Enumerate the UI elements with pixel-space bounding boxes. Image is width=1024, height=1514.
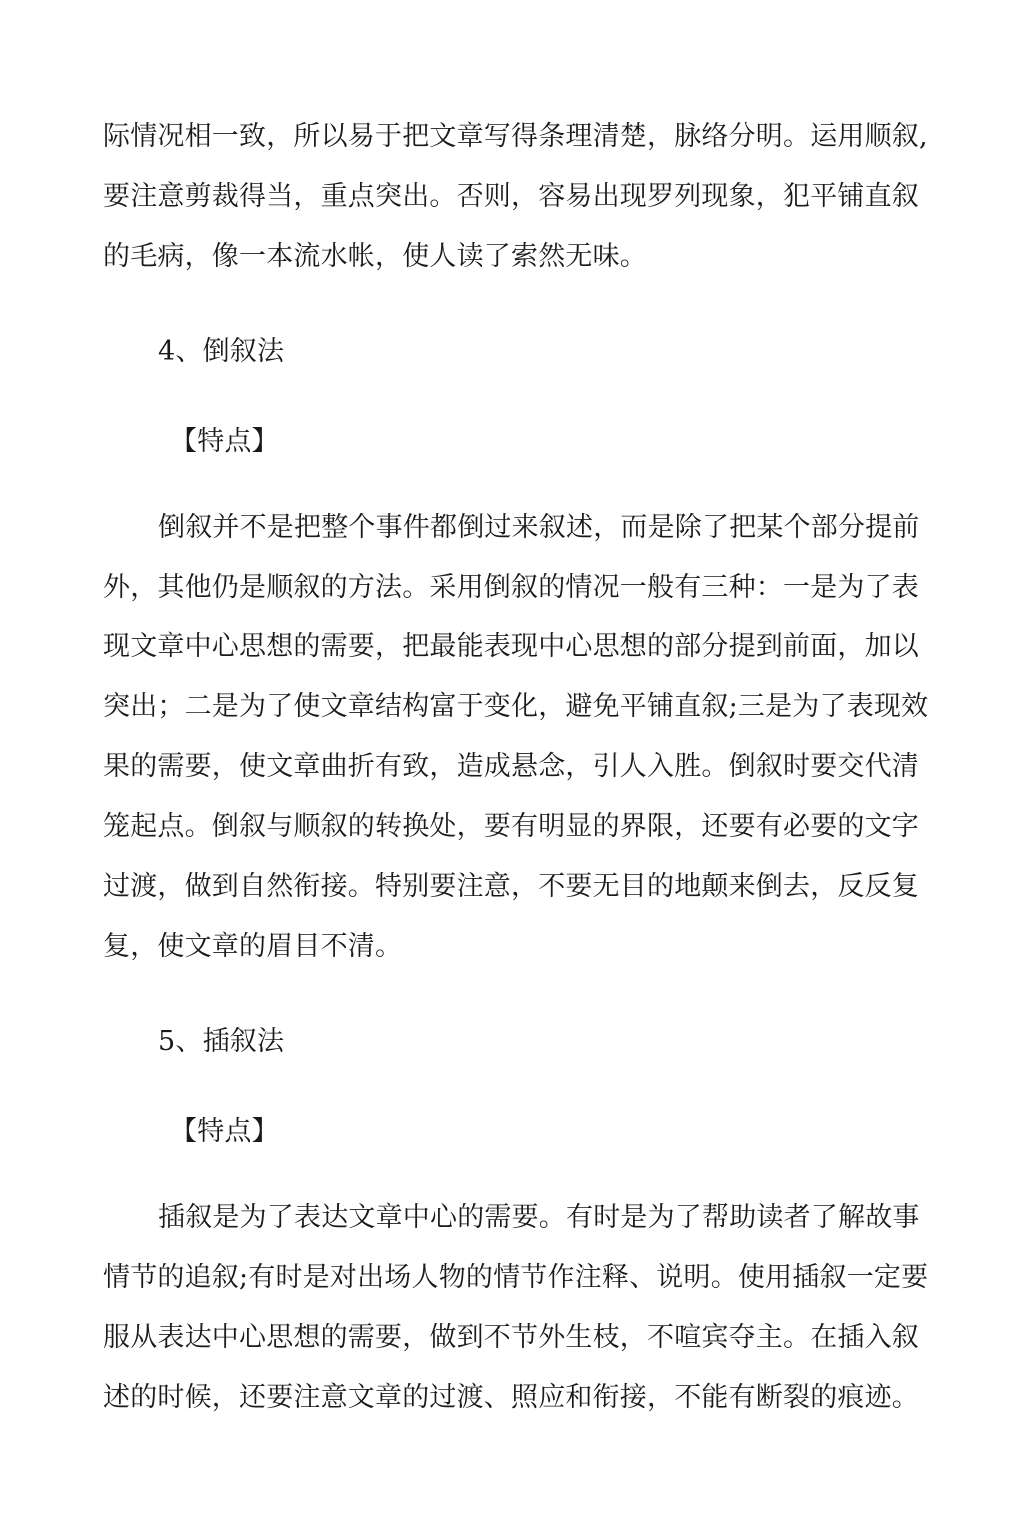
paragraph-line: 情节的追叙;有时是对出场人物的情节作注释、说明。使用插叙一定要: [103, 1262, 929, 1293]
paragraph-line: 插叙是为了表达文章中心的需要。有时是为了帮助读者了解故事: [158, 1202, 920, 1233]
section-label: 【特点】: [170, 1116, 279, 1147]
section-heading: 4、倒叙法: [158, 336, 285, 367]
paragraph-line: 突出；二是为了使文章结构富于变化，避免平铺直叙;三是为了表现效: [103, 691, 929, 722]
paragraph-line: 复，使文章的眉目不清。: [103, 931, 403, 962]
paragraph-line: 果的需要，使文章曲折有致，造成悬念，引人入胜。倒叙时要交代清: [103, 751, 919, 782]
paragraph-line: 笼起点。倒叙与顺叙的转换处，要有明显的界限，还要有必要的文字: [103, 811, 919, 842]
paragraph-line: 际情况相一致，所以易于把文章写得条理清楚，脉络分明。运用顺叙,: [103, 121, 928, 152]
paragraph-line: 的毛病，像一本流水帐，使人读了索然无味。: [103, 241, 647, 272]
paragraph-line: 服从表达中心思想的需要，做到不节外生枝，不喧宾夺主。在插入叙: [103, 1322, 919, 1353]
section-heading: 5、插叙法: [158, 1026, 285, 1057]
paragraph-line: 过渡，做到自然衔接。特别要注意，不要无目的地颠来倒去，反反复: [103, 871, 919, 902]
paragraph-line: 现文章中心思想的需要，把最能表现中心思想的部分提到前面，加以: [103, 631, 919, 662]
paragraph-line: 述的时候，还要注意文章的过渡、照应和衔接，不能有断裂的痕迹。: [103, 1382, 919, 1413]
paragraph-line: 要注意剪裁得当，重点突出。否则，容易出现罗列现象，犯平铺直叙: [103, 181, 919, 212]
paragraph-line: 倒叙并不是把整个事件都倒过来叙述，而是除了把某个部分提前: [158, 512, 920, 543]
paragraph-line: 外，其他仍是顺叙的方法。采用倒叙的情况一般有三种：一是为了表: [103, 572, 919, 603]
section-label: 【特点】: [170, 426, 279, 457]
